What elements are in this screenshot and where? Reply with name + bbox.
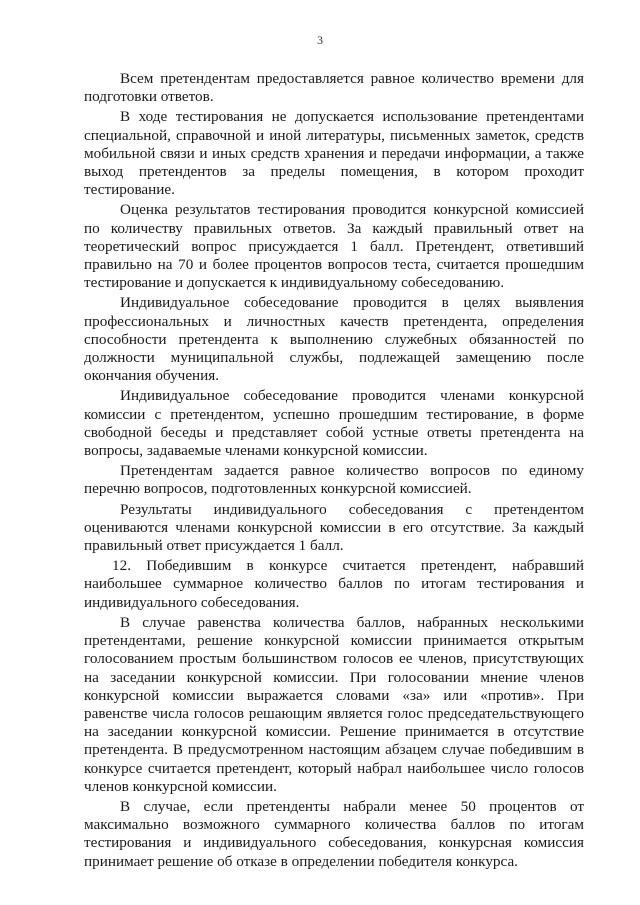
paragraph-tie-voting: В случае равенства количества баллов, набранных несколькими претендентами, решение конкурсной комиссии принимается открытым голосованием простым большинством голосов ее членов, присутствующих на заседании конкурсной комиссии. При голосовании мнение членов конкурсной комиссии выражается словами «за» или «против». При равенстве числа голосов решающим является голос председательствующего на заседании конкурсной комиссии. Решение принимается в отсутствие претендента. В предусмотренном настоящим абзацем случае победившим в конкурсе считается претендент, который набрал наибольшее число голосов членов конкурсной комиссии. [84, 613, 584, 795]
paragraph-testing-restrictions: В ходе тестирования не допускается использование претендентами специальной, справочной и иной литературы, письменных заметок, средств мобильной связи и иных средств хранения и передачи информации, а также выход претендентов за пределы помещения, в котором проходит тестирование. [84, 108, 584, 199]
paragraph-interview-purpose: Индивидуальное собеседование проводится в целях выявления профессиональных и личностных качеств претендента, определения способности претендента к выполнению служебных обязанностей по должности муниципальной службы, подлежащей замещению после окончания обучения. [84, 294, 584, 385]
paragraph-no-winner: В случае, если претенденты набрали менее 50 процентов от максимально возможного суммарного количества баллов по итогам тестирования и индивидуального собеседования, конкурсная комиссия принимает решение об отказе в определении победителя конкурса. [84, 797, 584, 870]
document-body [84, 70, 584, 873]
paragraph-winner-definition: 12. Победившим в конкурсе считается претендент, набравший наибольшее суммарное количество баллов по итогам тестирования и индивидуального собеседования. [84, 557, 584, 611]
paragraph-interview-results: Результаты индивидуального собеседования с претендентом оцениваются членами конкурсной комиссии в его отсутствие. За каждый правильный ответ присуждается 1 балл. [84, 500, 584, 555]
page-number: 3 [317, 33, 323, 47]
paragraph-equal-time: Всем претендентам предоставляется равное количество времени для подготовки ответов. [84, 70, 584, 106]
paragraph-test-evaluation: Оценка результатов тестирования проводится конкурсной комиссией по количеству правильных ответов. За каждый правильный ответ на теоретический вопрос присуждается 1 балл. Претендент, ответивший правильно на 70 и более процентов вопросов теста, считается прошедшим тестирование и допускается к индивидуальному собеседованию. [84, 201, 584, 292]
paragraph-interview-format: Индивидуальное собеседование проводится членами конкурсной комиссии с претендентом, успешно прошедшим тестирование, в форме свободной беседы и представляет собой устные ответы претендента на вопросы, задаваемые членами конкурсной комиссии. [84, 387, 584, 460]
paragraph-interview-questions: Претендентам задается равное количество вопросов по единому перечню вопросов, подготовленных конкурсной комиссией. [84, 462, 584, 498]
